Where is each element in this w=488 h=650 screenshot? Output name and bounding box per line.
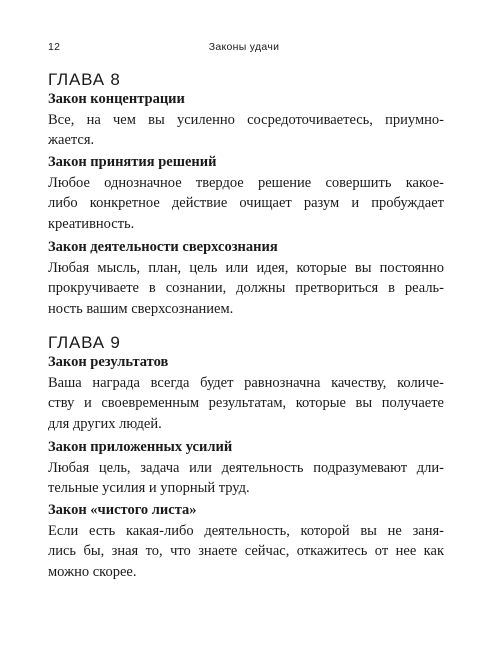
text-line: Ваша награда всегда будет равнозначна качеству, количе- bbox=[48, 374, 444, 391]
text-line: Любое однозначное твердое решение совершить какое- bbox=[48, 174, 444, 191]
text-line: для других людей. bbox=[48, 415, 162, 432]
law-section bbox=[48, 437, 444, 499]
law-text bbox=[48, 173, 444, 235]
text-line: ность вашим сверхсознанием. bbox=[48, 300, 234, 317]
text-line: Любая цель, задача или деятельность подразумевают дли- bbox=[48, 459, 444, 476]
law-text bbox=[48, 110, 444, 151]
law-title: Закон концентрации bbox=[48, 91, 185, 107]
law-title: Закон «чистого листа» bbox=[48, 502, 197, 518]
text-line: Если есть какая-либо деятельность, которой вы не заня- bbox=[48, 522, 444, 539]
law-text bbox=[48, 458, 444, 499]
text-line: лись бы, зная то, что знаете сейчас, откажитесь от нее как bbox=[48, 543, 444, 559]
text-line: жается. bbox=[48, 132, 95, 148]
text-line: прокручиваете в сознании, должны претвориться в реаль- bbox=[48, 280, 444, 296]
text-line: креативность. bbox=[48, 215, 135, 232]
book-title: Законы удачи bbox=[208, 41, 280, 53]
text-line: либо конкретное действие очищает разум и пробуждает bbox=[48, 195, 444, 211]
law-title: Закон результатов bbox=[48, 354, 169, 370]
law-section bbox=[48, 89, 444, 151]
law-text bbox=[48, 258, 444, 320]
chapter-heading: ГЛАВА 8 bbox=[48, 70, 121, 89]
law-text bbox=[48, 521, 444, 583]
law-title: Закон деятельности сверхсознания bbox=[48, 239, 278, 255]
law-title: Закон принятия решений bbox=[48, 154, 217, 170]
law-title: Закон приложенных усилий bbox=[48, 439, 233, 455]
text-line: Все, на чем вы усиленно сосредоточиваетесь, приумно- bbox=[48, 111, 444, 128]
text-line: тельные усилия и упорный труд. bbox=[48, 480, 250, 496]
text-line: ству и своевременным результатам, которые вы получаете bbox=[48, 395, 444, 411]
page-number: 12 bbox=[48, 41, 61, 53]
law-section bbox=[48, 352, 444, 434]
text-line: можно скорее. bbox=[48, 563, 137, 580]
law-section bbox=[48, 237, 444, 319]
running-head bbox=[48, 41, 440, 55]
law-text bbox=[48, 373, 444, 435]
chapter-heading: ГЛАВА 9 bbox=[48, 333, 121, 352]
law-section bbox=[48, 152, 444, 234]
text-line: Любая мысль, план, цель или идея, которые вы постоянно bbox=[48, 259, 444, 276]
law-section bbox=[48, 500, 444, 582]
